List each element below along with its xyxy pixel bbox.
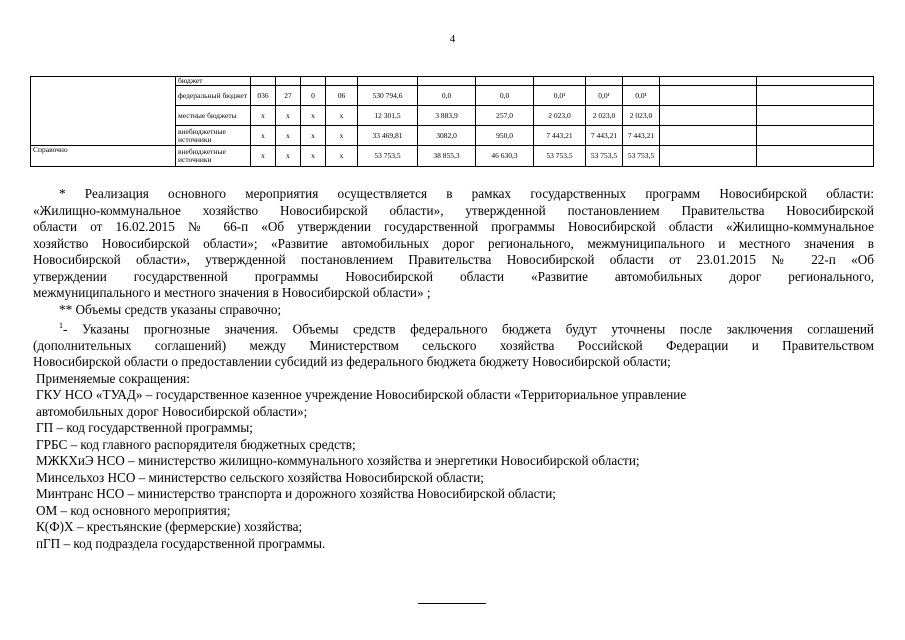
table-cell: x bbox=[276, 146, 301, 167]
table-cell: 12 301,5 bbox=[358, 106, 418, 126]
table-cell bbox=[301, 77, 326, 86]
table-cell: 46 630,3 bbox=[476, 146, 534, 167]
abbreviation-item: ОМ – код основного мероприятия; bbox=[36, 502, 231, 518]
table-cell bbox=[757, 106, 874, 126]
abbreviation-item: МЖКХиЭ НСО – министерство жилищно-коммунального хозяйства и энергетики Новосибирской области; bbox=[36, 453, 640, 469]
table-cell: 036 bbox=[251, 86, 276, 106]
footnote-mark: 1 bbox=[59, 321, 63, 330]
note-line: (дополнительных соглашений) между Министерством сельского хозяйства Российской Федерации и Правительством bbox=[33, 337, 874, 353]
abbreviation-item: ГП – код государственной программы; bbox=[36, 420, 253, 436]
note-line: Новосибирской области о предоставлении субсидий из федерального бюджета бюджету Новосибирской области; bbox=[33, 354, 671, 370]
table-cell bbox=[623, 77, 660, 86]
table-cell: x bbox=[276, 106, 301, 126]
table-cell: 7 443,21 bbox=[586, 126, 623, 146]
note-line: хозяйство Новосибирской области»; «Развитие автомобильных дорог регионального, межмуниципального и местного значения в bbox=[33, 235, 874, 251]
table-cell: федеральный бюджет bbox=[176, 86, 251, 106]
table-cell: местные бюджеты bbox=[176, 106, 251, 126]
footer-rule bbox=[418, 603, 486, 604]
table-cell: 257,0 bbox=[476, 106, 534, 126]
abbreviations-title: Применяемые сокращения: bbox=[36, 370, 190, 386]
table-row bbox=[31, 77, 874, 86]
table-cell: 7 443,21 bbox=[623, 126, 660, 146]
table-cell bbox=[757, 146, 874, 167]
table-cell: 33 469,81 bbox=[358, 126, 418, 146]
table-cell: 3 883,9 bbox=[418, 106, 476, 126]
table-cell: 530 794,6 bbox=[358, 86, 418, 106]
note-line: утверждении государственной программы Новосибирской области «Развитие автомобильных дорог регионального, bbox=[33, 268, 874, 284]
table-cell: внебюджетные источники bbox=[176, 146, 251, 167]
table-cell: 0 bbox=[301, 86, 326, 106]
table-cell: бюджет bbox=[176, 77, 251, 86]
table-cell: 53 753,5 bbox=[534, 146, 586, 167]
notes-section bbox=[33, 186, 874, 552]
table-cell bbox=[326, 77, 358, 86]
table-row bbox=[31, 146, 874, 167]
table-cell: x bbox=[251, 146, 276, 167]
table-cell: внебюджетные источники bbox=[176, 126, 251, 146]
table-cell: 0,0¹ bbox=[534, 86, 586, 106]
table-cell: x bbox=[326, 126, 358, 146]
table-cell bbox=[31, 77, 176, 146]
table-cell bbox=[276, 77, 301, 86]
table-cell: 53 753,5 bbox=[358, 146, 418, 167]
table-cell bbox=[418, 77, 476, 86]
note-line: ** Объемы средств указаны справочно; bbox=[59, 301, 282, 317]
abbreviation-item: Минсельхоз НСО – министерство сельского хозяйства Новосибирской области; bbox=[36, 469, 484, 485]
table-cell: 0,0¹ bbox=[623, 86, 660, 106]
table-cell bbox=[660, 77, 757, 86]
table-cell bbox=[660, 146, 757, 167]
note-line: «Жилищно-коммунальное хозяйство Новосибирской области», утвержденной постановлением Правительства Новосибирской bbox=[33, 202, 874, 218]
table-cell: x bbox=[276, 126, 301, 146]
table-cell: 7 443,21 bbox=[534, 126, 586, 146]
table-cell: 27 bbox=[276, 86, 301, 106]
abbreviation-item: автомобильных дорог Новосибирской области»; bbox=[36, 403, 308, 419]
abbreviation-item: ГКУ НСО «ТУАД» – государственное казенное учреждение Новосибирской области «Территориальное управление bbox=[36, 387, 687, 403]
table-cell bbox=[251, 77, 276, 86]
table-cell bbox=[660, 106, 757, 126]
note-line: межмуниципального и местного значения в Новосибирской области» ; bbox=[33, 285, 431, 300]
table-cell: 06 bbox=[326, 86, 358, 106]
table-cell: x bbox=[251, 126, 276, 146]
table-cell: 0,0¹ bbox=[586, 86, 623, 106]
page-number: 4 bbox=[449, 33, 456, 45]
table-cell bbox=[660, 86, 757, 106]
funding-table bbox=[30, 76, 874, 167]
table-cell bbox=[757, 86, 874, 106]
table-cell: x bbox=[301, 146, 326, 167]
table-cell: x bbox=[301, 106, 326, 126]
footnote-text: - Указаны прогнозные значения. Объемы средств федерального бюджета будут уточнены после заключения соглашений bbox=[63, 321, 874, 337]
table-cell: x bbox=[326, 106, 358, 126]
table-cell bbox=[757, 126, 874, 146]
table-cell: 53 753,5 bbox=[623, 146, 660, 167]
abbreviation-item: К(Ф)Х – крестьянские (фермерские) хозяйства; bbox=[36, 519, 303, 535]
table-cell bbox=[586, 77, 623, 86]
abbreviation-item: ГРБС – код главного распорядителя бюджетных средств; bbox=[36, 436, 356, 452]
table-cell bbox=[476, 77, 534, 86]
table-cell: 2 023,0 bbox=[534, 106, 586, 126]
abbreviation-item: Минтранс НСО – министерство транспорта и дорожного хозяйства Новосибирской области; bbox=[36, 486, 556, 502]
table-cell bbox=[757, 77, 874, 86]
note-line: области от 16.02.2015 № 66-п «Об утверждении государственной программы Новосибирской области «Жилищно-коммунальное bbox=[33, 219, 874, 234]
table-cell: 2 023,0 bbox=[623, 106, 660, 126]
table-cell: 38 855,3 bbox=[418, 146, 476, 167]
table-cell: 950,0 bbox=[476, 126, 534, 146]
table-cell: Справочно bbox=[31, 146, 176, 167]
table-cell: 2 023,0 bbox=[586, 106, 623, 126]
footnote-line bbox=[33, 318, 874, 338]
table-cell: 3082,0 bbox=[418, 126, 476, 146]
table-cell: x bbox=[251, 106, 276, 126]
table-cell: x bbox=[301, 126, 326, 146]
note-line: * Реализация основного мероприятия осуществляется в рамках государственных программ Новосибирской области: bbox=[59, 186, 874, 201]
table-cell bbox=[358, 77, 418, 86]
table-cell bbox=[534, 77, 586, 86]
table-cell: x bbox=[326, 146, 358, 167]
table-cell: 0,0 bbox=[418, 86, 476, 106]
table-cell bbox=[660, 126, 757, 146]
note-line: Новосибирской области», утвержденной постановлением Правительства Новосибирской области от 23.01.2015 № 22-п «Об bbox=[33, 252, 874, 267]
table-cell: 0,0 bbox=[476, 86, 534, 106]
table-cell: 53 753,5 bbox=[586, 146, 623, 167]
abbreviation-item: пГП – код подраздела государственной программы. bbox=[36, 535, 326, 551]
